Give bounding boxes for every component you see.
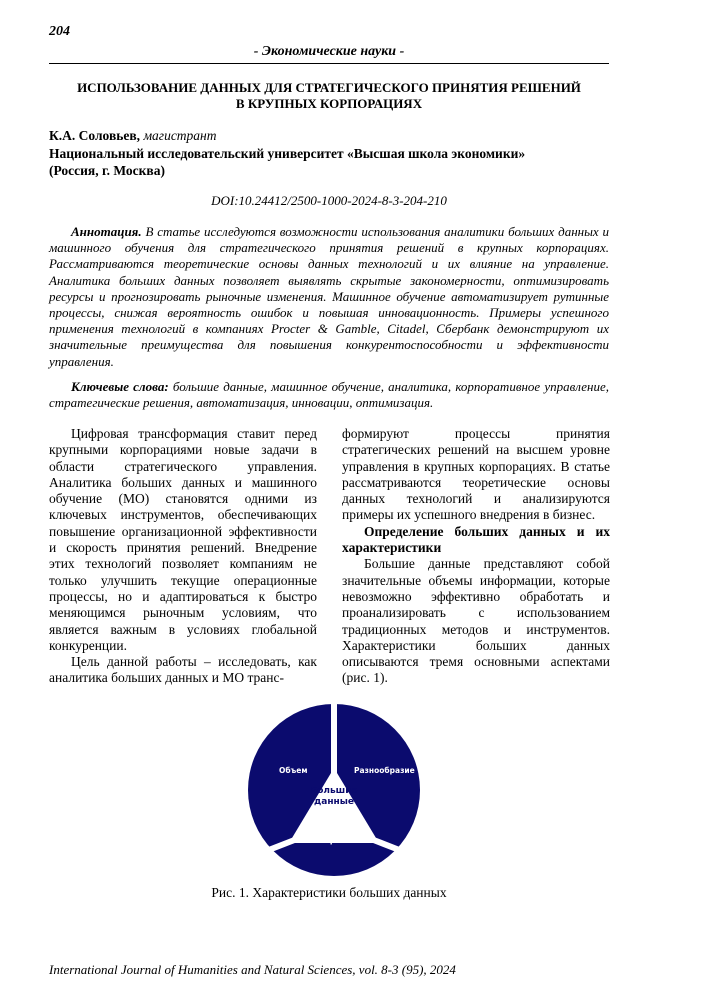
body-column-right [342,426,610,687]
article-title [49,80,609,112]
paragraph: Цель данной работы – исследовать, как аналитика больших данных и МО транс- [49,654,317,686]
section-header: - Экономические науки - [253,44,405,59]
keywords [49,379,609,411]
author-role: магистрант [143,128,217,143]
center-line-1: Большие [310,786,358,796]
paragraph: Большие данные представляют собой значительные объемы информации, которые невозможно эффективно обработать и проанализировать с использованием традиционных методов и инструментов. Характеристики больших данных описываются тремя основными аспектами (рис. 1). [342,556,610,686]
keywords-text: большие данные, машинное обучение, аналитика, корпоративное управление, стратегические решения, автоматизация, инновации, оптимизация. [49,379,609,411]
abstract [49,224,609,370]
affiliation-line-2: (Россия, г. Москва) [49,163,165,178]
big-data-diagram [247,703,421,877]
page-number: 204 [49,24,70,39]
section-heading: Определение больших данных и их характеристики [342,523,610,556]
journal-footer: International Journal of Humanities and Natural Sciences, vol. 8-3 (95), 2024 [49,962,456,977]
segment-variety: Разнообразие [354,766,415,775]
author-name: К.А. Соловьев, [49,128,141,143]
keywords-label: Ключевые слова: [71,379,169,394]
paragraph: формируют процессы принятия стратегических решений на высшем уровне управления в крупных корпорациях. В статье рассматриваются теоретические основы данных технологий и анализируются примеры их успешного внедрения в бизнес. [342,426,610,523]
body-column-left [49,426,317,687]
header-rule [49,63,609,64]
author-line [49,127,217,144]
segment-volume: Объем [279,766,308,775]
paragraph: Цифровая трансформация ставит перед крупными корпорациями новые задачи в области стратегического управления. Аналитика больших данных и машинного обучение (МО) становятся одними из ключевых инструментов, обеспечивающих повышение организационной эффективности и скорость принятия решений. Внедрение этих технологий позволяет компаниям не только улучшить текущие операционные процессы, но и адаптироваться к быстро меняющимся рыночным условиям, что является важным в условиях глобальной конкуренции. [49,426,317,653]
figure-caption: Рис. 1. Характеристики больших данных [211,885,447,900]
affiliation-line-1: Национальный исследовательский университет «Высшая школа экономики» [49,146,526,161]
title-line-1: ИСПОЛЬЗОВАНИЕ ДАННЫХ ДЛЯ СТРАТЕГИЧЕСКОГО ПРИНЯТИЯ РЕШЕНИЙ [77,80,581,95]
affiliation [49,145,609,179]
abstract-text: В статье исследуются возможности использования аналитики больших данных и машинного обучения для стратегического принятия решений в крупных корпорациях. Рассматриваются теоретические основы данных технологий и их влияние на управление. Аналитика больших данных позволяет выявлять скрытые закономерности, оптимизировать ресурсы и прогнозировать рыночные изменения. Машинное обучение автоматизирует рутинные процессы, снижая вероятность ошибок и повышая инновационность. Примеры успешного применения технологий в компаниях Procter & Gamble, Citadel, Сбербанк демонстрируют их значительные преимущества для повышения конкурентоспособности и эффективности управления. [49,224,610,369]
doi: DOI:10.24412/2500-1000-2024-8-3-204-210 [211,193,447,208]
segment-velocity: Скорость [314,836,354,845]
center-line-2: данные [313,797,355,807]
abstract-label: Аннотация. [71,224,142,239]
title-line-2: В КРУПНЫХ КОРПОРАЦИЯХ [235,96,423,111]
